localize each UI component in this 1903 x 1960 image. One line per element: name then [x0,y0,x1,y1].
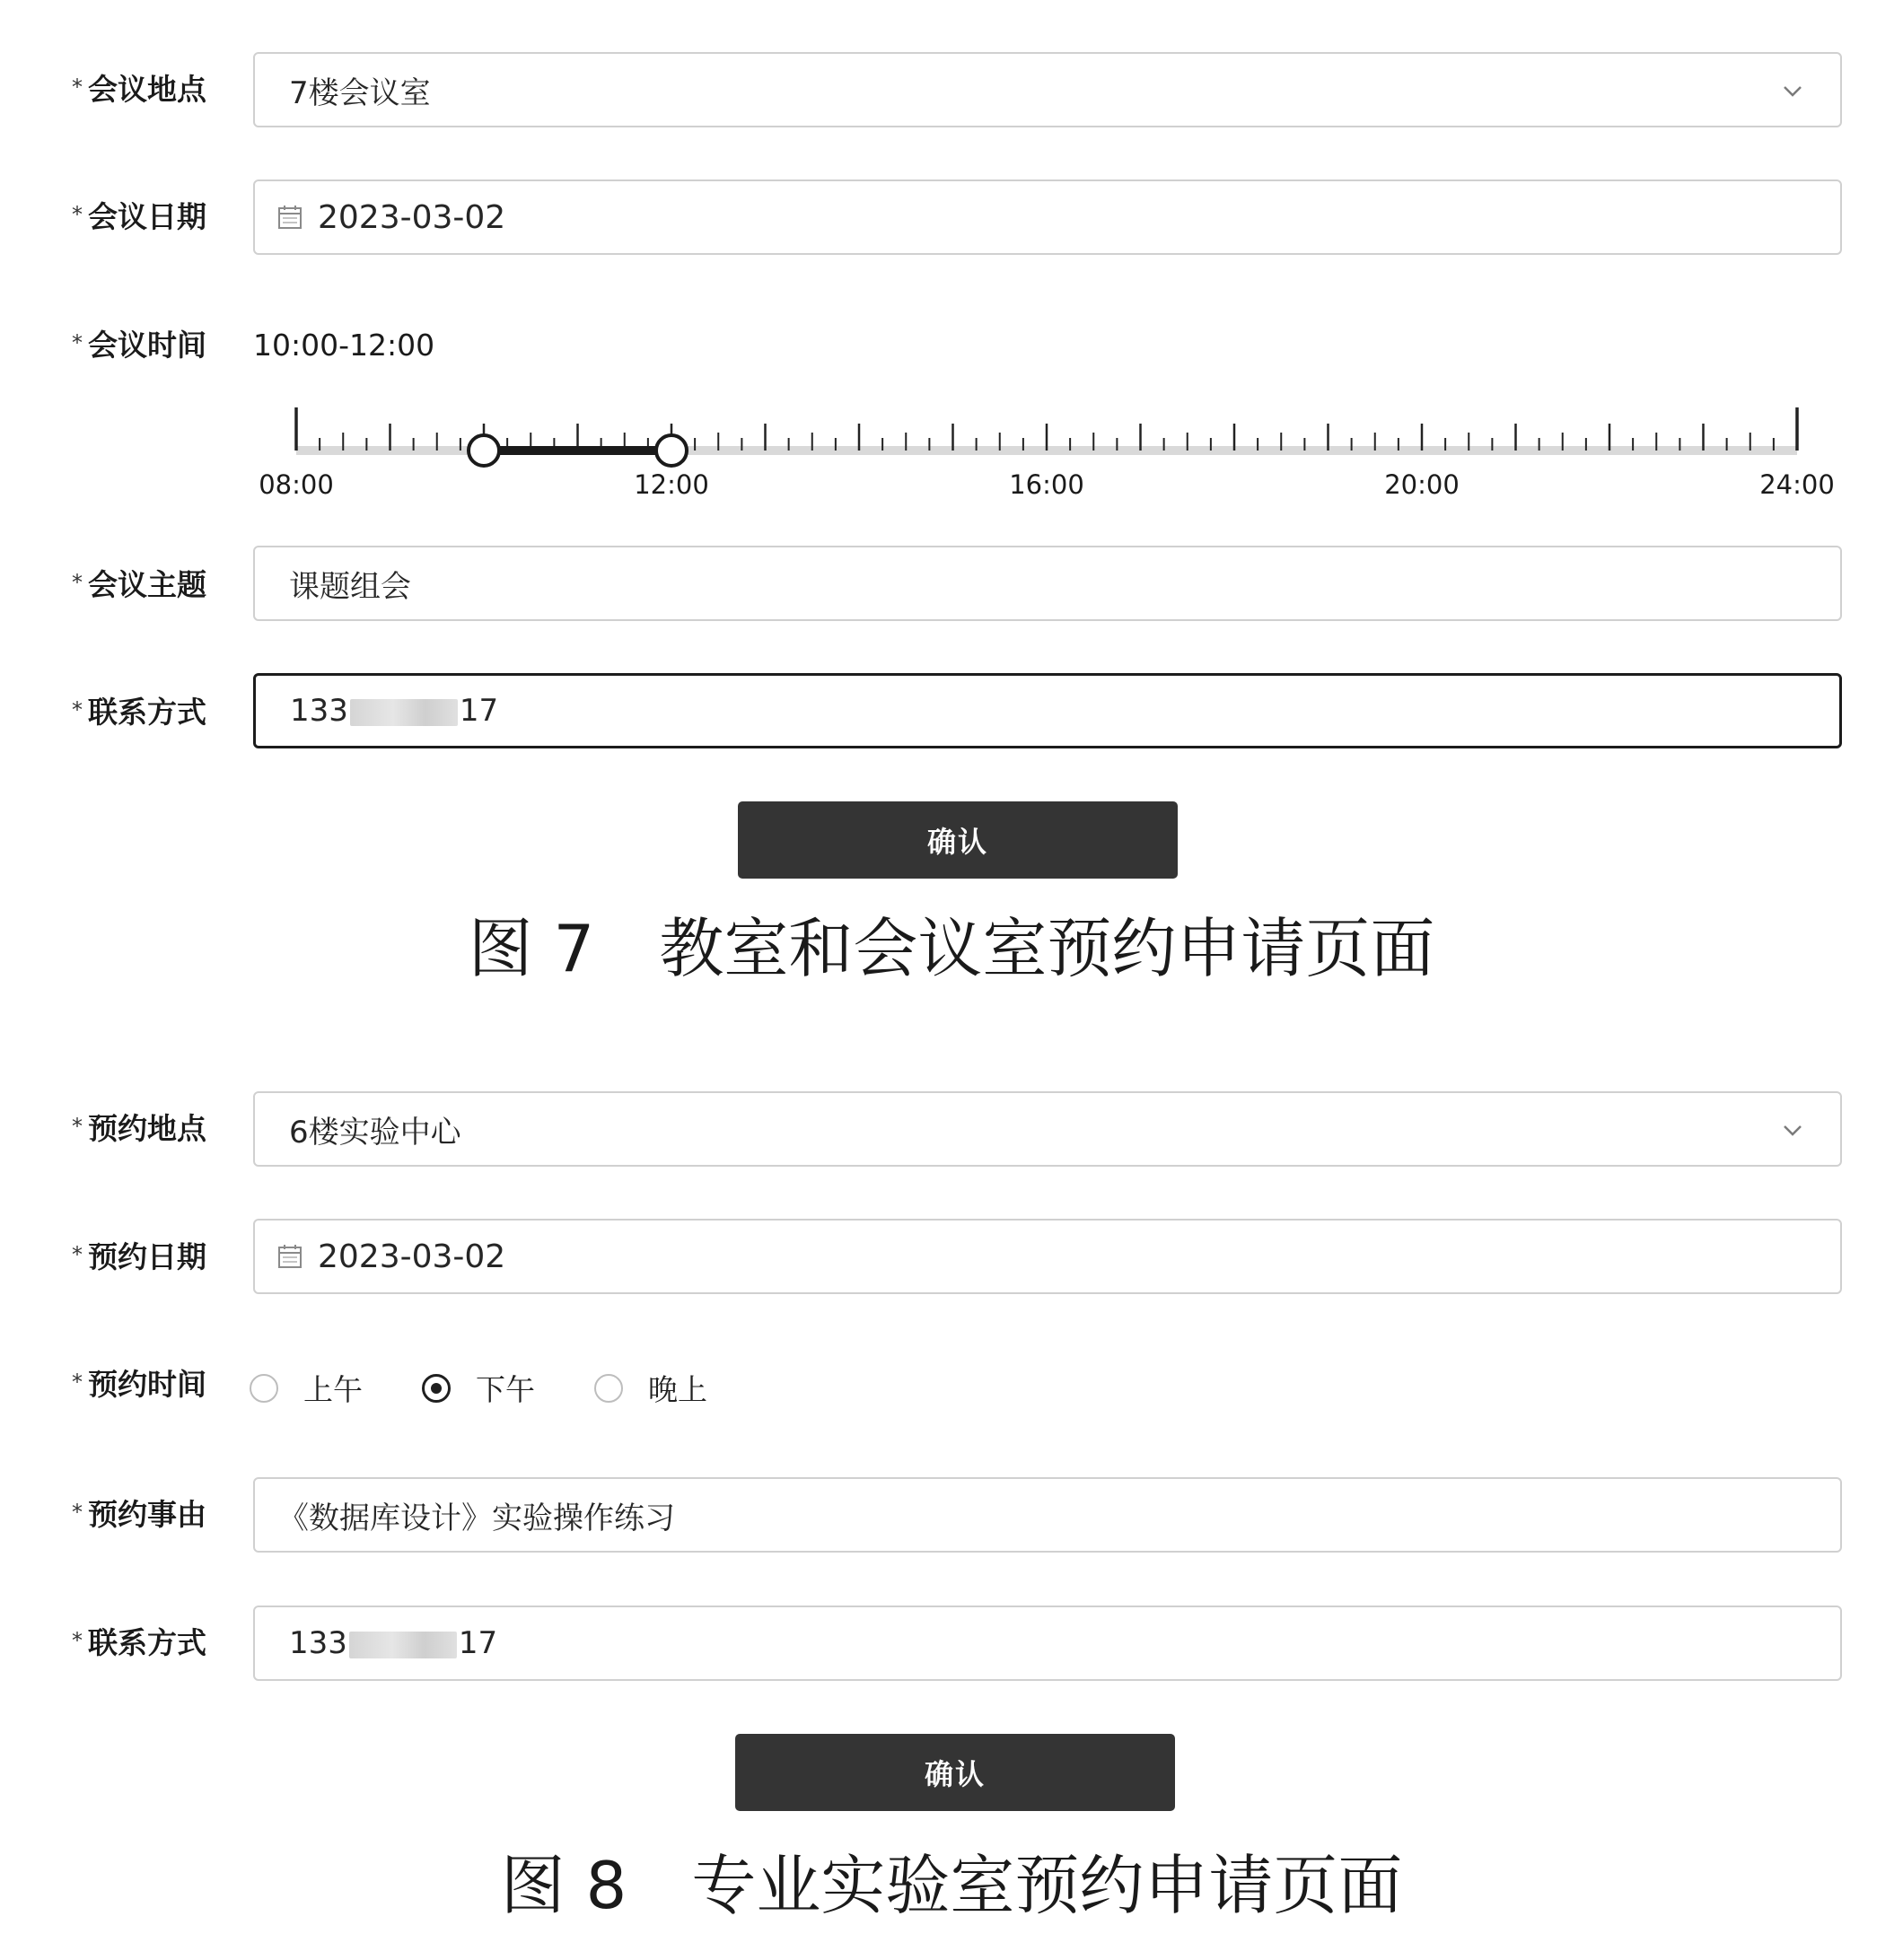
lab-date-picker[interactable] [253,1219,1842,1294]
meeting-date-picker[interactable] [253,179,1842,255]
lab-reason-value: 《数据库设计》实验操作练习 [278,1500,675,1536]
slider-tick-label: 12:00 [634,469,709,500]
meeting-time-label: * 会议时间 [72,328,206,363]
lab-location-value: 6楼实验中心 [289,1114,461,1151]
meeting-contact-label: * 联系方式 [72,695,206,730]
meeting-contact-value: 133 17 [290,693,499,729]
meeting-date-value: 2023-03-02 [318,198,506,236]
lab-reason-input[interactable] [253,1477,1842,1553]
figure-8-caption: 图 8 专业实验室预约申请页面 [500,1848,1403,1923]
meeting-date-label: * 会议日期 [72,199,206,234]
meeting-location-label: * 会议地点 [72,72,206,107]
slider-tick-label: 20:00 [1384,469,1460,500]
chevron-down-icon [1779,77,1806,104]
lab-location-select[interactable] [253,1091,1842,1167]
slider-tick-label: 08:00 [259,469,334,500]
radio-label: 晚上 [648,1372,707,1407]
slider-tick-label: 16:00 [1009,469,1084,500]
lab-date-value: 2023-03-02 [318,1238,506,1275]
lab-time-label: * 预约时间 [72,1367,206,1402]
meeting-time-value: 10:00-12:00 [253,328,435,363]
radio-option-afternoon[interactable] [422,1367,535,1409]
lab-date-label: * 预约日期 [72,1239,206,1274]
radio-dot-selected[interactable] [422,1374,451,1403]
required-mark: * [72,74,83,100]
redaction-blur [350,699,458,726]
slider-tick-label: 24:00 [1759,469,1835,500]
radio-option-evening[interactable] [594,1367,707,1409]
meeting-topic-value: 课题组会 [289,568,411,605]
meeting-location-value: 7楼会议室 [289,74,431,111]
meeting-topic-input[interactable] [253,546,1842,621]
radio-dot[interactable] [250,1374,278,1403]
meeting-location-select[interactable] [253,52,1842,127]
calendar-icon [276,204,303,231]
meeting-contact-input[interactable] [253,673,1842,748]
lab-contact-label: * 联系方式 [72,1625,206,1660]
meeting-time-slider[interactable] [251,395,1849,503]
slider-start-handle[interactable] [469,435,499,466]
slider-end-handle[interactable] [656,435,687,466]
meeting-topic-label: * 会议主题 [72,567,206,602]
lab-time-radio-group [250,1367,767,1409]
lab-contact-value: 133 17 [289,1625,498,1661]
calendar-icon [276,1243,303,1270]
lab-location-label: * 预约地点 [72,1111,206,1146]
radio-label: 下午 [476,1372,535,1407]
lab-reason-label: * 预约事由 [72,1497,206,1532]
redaction-blur [349,1632,457,1658]
chevron-down-icon [1779,1116,1806,1143]
meeting-confirm-button[interactable]: 确认 [738,801,1178,879]
radio-dot[interactable] [594,1374,623,1403]
lab-contact-input[interactable] [253,1606,1842,1681]
figure-7-caption: 图 7 教室和会议室预约申请页面 [468,911,1435,986]
radio-option-morning[interactable] [250,1367,363,1409]
radio-label: 上午 [303,1372,363,1407]
lab-confirm-button[interactable]: 确认 [735,1734,1175,1811]
